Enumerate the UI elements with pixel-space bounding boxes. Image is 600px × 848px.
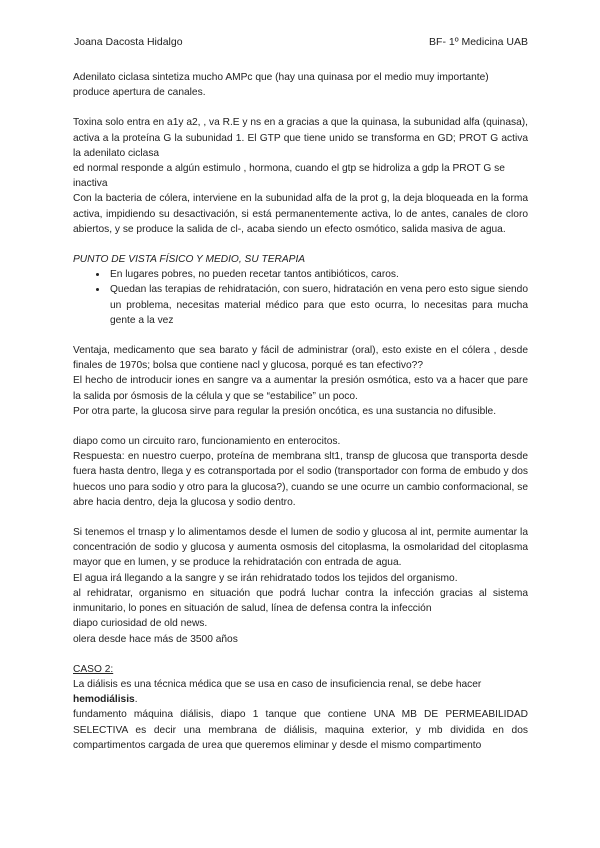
paragraph: al rehidratar, organismo en situación que podrá luchar contra la infección gracias al sistema inmunitario, lo pones en situación de salud, línea de defensa contra la infección	[73, 587, 528, 615]
case-title: CASO 2:	[73, 663, 114, 675]
paragraph: Respuesta: en nuestro cuerpo, proteína de membrana slt1, transp de glucosa que transporta desde fuera hasta dentro, llega y es cotransportada por el sodio (transportador con forma de embudo y dos huecos uno para sodio y otro para la glucosa?), cuando se une ocurre un cambio conformacional, se abre hacia dentro, deja la glucosa y sodio dentro.	[73, 451, 528, 508]
bold-term: hemodiálisis	[73, 694, 135, 706]
bullet-list	[73, 267, 528, 328]
paragraph: ed normal responde a algún estimulo , hormona, cuando el gtp se hidroliza a gdp la PROT G se inactiva	[73, 163, 505, 190]
paragraph: Por otra parte, la glucosa sirve para regular la presión oncótica, es una sustancia no difusible.	[73, 405, 497, 417]
list-item: • Quedan las terapias de rehidratación, con suero, hidratación en vena pero esto sigue siendo un problema, necesitas material médico para que esto ocurra, lo necesitas para mucha gente a la vez	[108, 282, 528, 328]
page-header	[74, 35, 528, 50]
document-body	[73, 70, 528, 753]
paragraph: fundamento máquina diálisis, diapo 1 tanque que contiene UNA MB DE PERMEABILIDAD SELECTIVA es decir una membrana de diálisis, maquina exterior, y mb dividida en dos compartimentos cargada de urea que queremos eliminar y desde el mismo compartimento	[73, 709, 528, 751]
paragraph: Ventaja, medicamento que sea barato y fácil de administrar (oral), esto existe en el cólera , desde finales de 1970s; bolsa que contiene nacl y glucosa, porqué es tan efectivo??	[73, 345, 528, 372]
author-name: Joana Dacosta Hidalgo	[74, 36, 183, 48]
course-name: BF- 1º Medicina UAB	[429, 36, 528, 48]
paragraph: diapo curiosidad de old news.	[73, 618, 208, 630]
paragraph: Con la bacteria de cólera, interviene en la subunidad alfa de la prot g, la deja bloqueada en la forma activa, impidiendo su desactivación, si está permanentemente activa, lo de antes, canales de cloro abiertos, y se produce la salida de cl-, acaba siendo un efecto osmótico, salida masiva de agua.	[73, 193, 528, 235]
section-title: PUNTO DE VISTA FÍSICO Y MEDIO, SU TERAPIA	[73, 254, 306, 266]
paragraph: Adenilato ciclasa sintetiza mucho AMPc que (hay una quinasa por el medio muy importante) produce apertura de canales.	[73, 72, 489, 99]
paragraph: Si tenemos el trnasp y lo alimentamos desde el lumen de sodio y glucosa al int, permite aumentar la concentración de sodio y glucosa y aumenta osmosis del citoplasma, la osmolaridad del citoplasma mayor que en lumen, y se produce la rehidratación con entrada de agua.	[73, 527, 528, 569]
paragraph: El hecho de introducir iones en sangre va a aumentar la presión osmótica, esto va a hacer que pare la salida por ósmosis de la célula y que se “estabilice” un poco.	[73, 375, 528, 402]
paragraph: diapo como un circuito raro, funcionamiento en enterocitos.	[73, 436, 341, 448]
paragraph: Toxina solo entra en a1y a2, , va R.E y ns en a gracias a que la quinasa, la subunidad alfa (quinasa), activa a la proteína G la subunidad 1. El GTP que tiene unido se transforma en GD; PROT G activa la adenilato ciclasa	[73, 117, 528, 159]
list-item: • En lugares pobres, no pueden recetar tantos antibióticos, caros.	[108, 267, 528, 282]
paragraph: El agua irá llegando a la sangre y se irán rehidratado todos los tejidos del organismo.	[73, 572, 458, 584]
text-run: .	[134, 694, 138, 706]
paragraph	[73, 677, 528, 707]
text-run: La diálisis es una técnica médica que se usa en caso de insuficiencia renal, se debe hacer	[73, 678, 482, 690]
paragraph: olera desde hace más de 3500 años	[73, 633, 238, 645]
